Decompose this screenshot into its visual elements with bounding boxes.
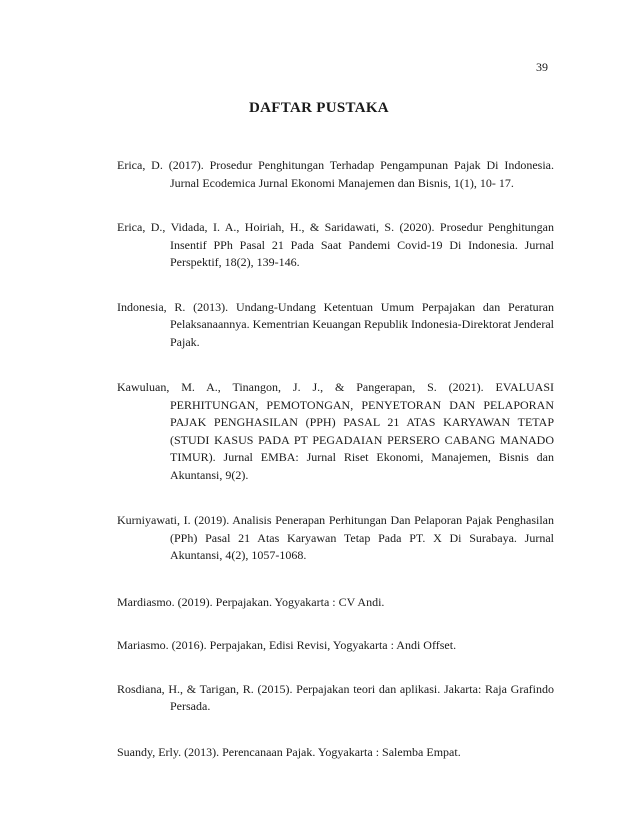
reference-item: Suandy, Erly. (2013). Perencanaan Pajak. Yogyakarta : Salemba Empat.: [117, 744, 461, 759]
reference-item: Erica, D. (2017). Prosedur Penghitungan Terhadap Pengampunan Pajak Di Indonesia. Jurnal Ecodemica Jurnal Ekonomi Manajemen dan Bisnis, 1(1), 10- 17.: [117, 158, 554, 190]
reference-item: Rosdiana, H., & Tarigan, R. (2015). Perpajakan teori dan aplikasi. Jakarta: Raja Grafindo Persada.: [117, 681, 554, 713]
reference-item: Mardiasmo. (2019). Perpajakan. Yogyakarta : CV Andi.: [117, 594, 385, 609]
reference-item: Mariasmo. (2016). Perpajakan, Edisi Revisi, Yogyakarta : Andi Offset.: [117, 638, 457, 652]
page-number: 39: [536, 60, 548, 74]
page-title: DAFTAR PUSTAKA: [249, 100, 389, 116]
reference-item: Indonesia, R. (2013). Undang-Undang Ketentuan Umum Perpajakan dan Peraturan Pelaksanaannya. Kementrian Keuangan Republik Indonesia-Direktorat Jenderal Pajak.: [117, 299, 554, 349]
reference-item: Kawuluan, M. A., Tinangon, J. J., & Pangerapan, S. (2021). EVALUASI PERHITUNGAN, PEMOTONGAN, PENYETORAN DAN PELAPORAN PAJAK PENGHASILAN (PPH) PASAL 21 ATAS KARYAWAN TETAP (STUDI KASUS PADA PT PEGADAIAN PERSERO CABANG MANADO TIMUR). Jurnal EMBA: Jurnal Riset Ekonomi, Manajemen, Bisnis dan Akuntansi, 9(2).: [117, 380, 554, 482]
reference-list: [117, 157, 554, 761]
reference-item: Erica, D., Vidada, I. A., Hoiriah, H., & Saridawati, S. (2020). Prosedur Penghitungan Insentif PPh Pasal 21 Pada Saat Pandemi Covid-19 Di Indonesia. Jurnal Perspektif, 18(2), 139-146.: [117, 220, 554, 269]
reference-item: Kurniyawati, I. (2019). Analisis Penerapan Perhitungan Dan Pelaporan Pajak Penghasilan (PPh) Pasal 21 Atas Karyawan Tetap Pada PT. X Di Surabaya. Jurnal Akuntansi, 4(2), 1057-1068.: [117, 513, 554, 562]
